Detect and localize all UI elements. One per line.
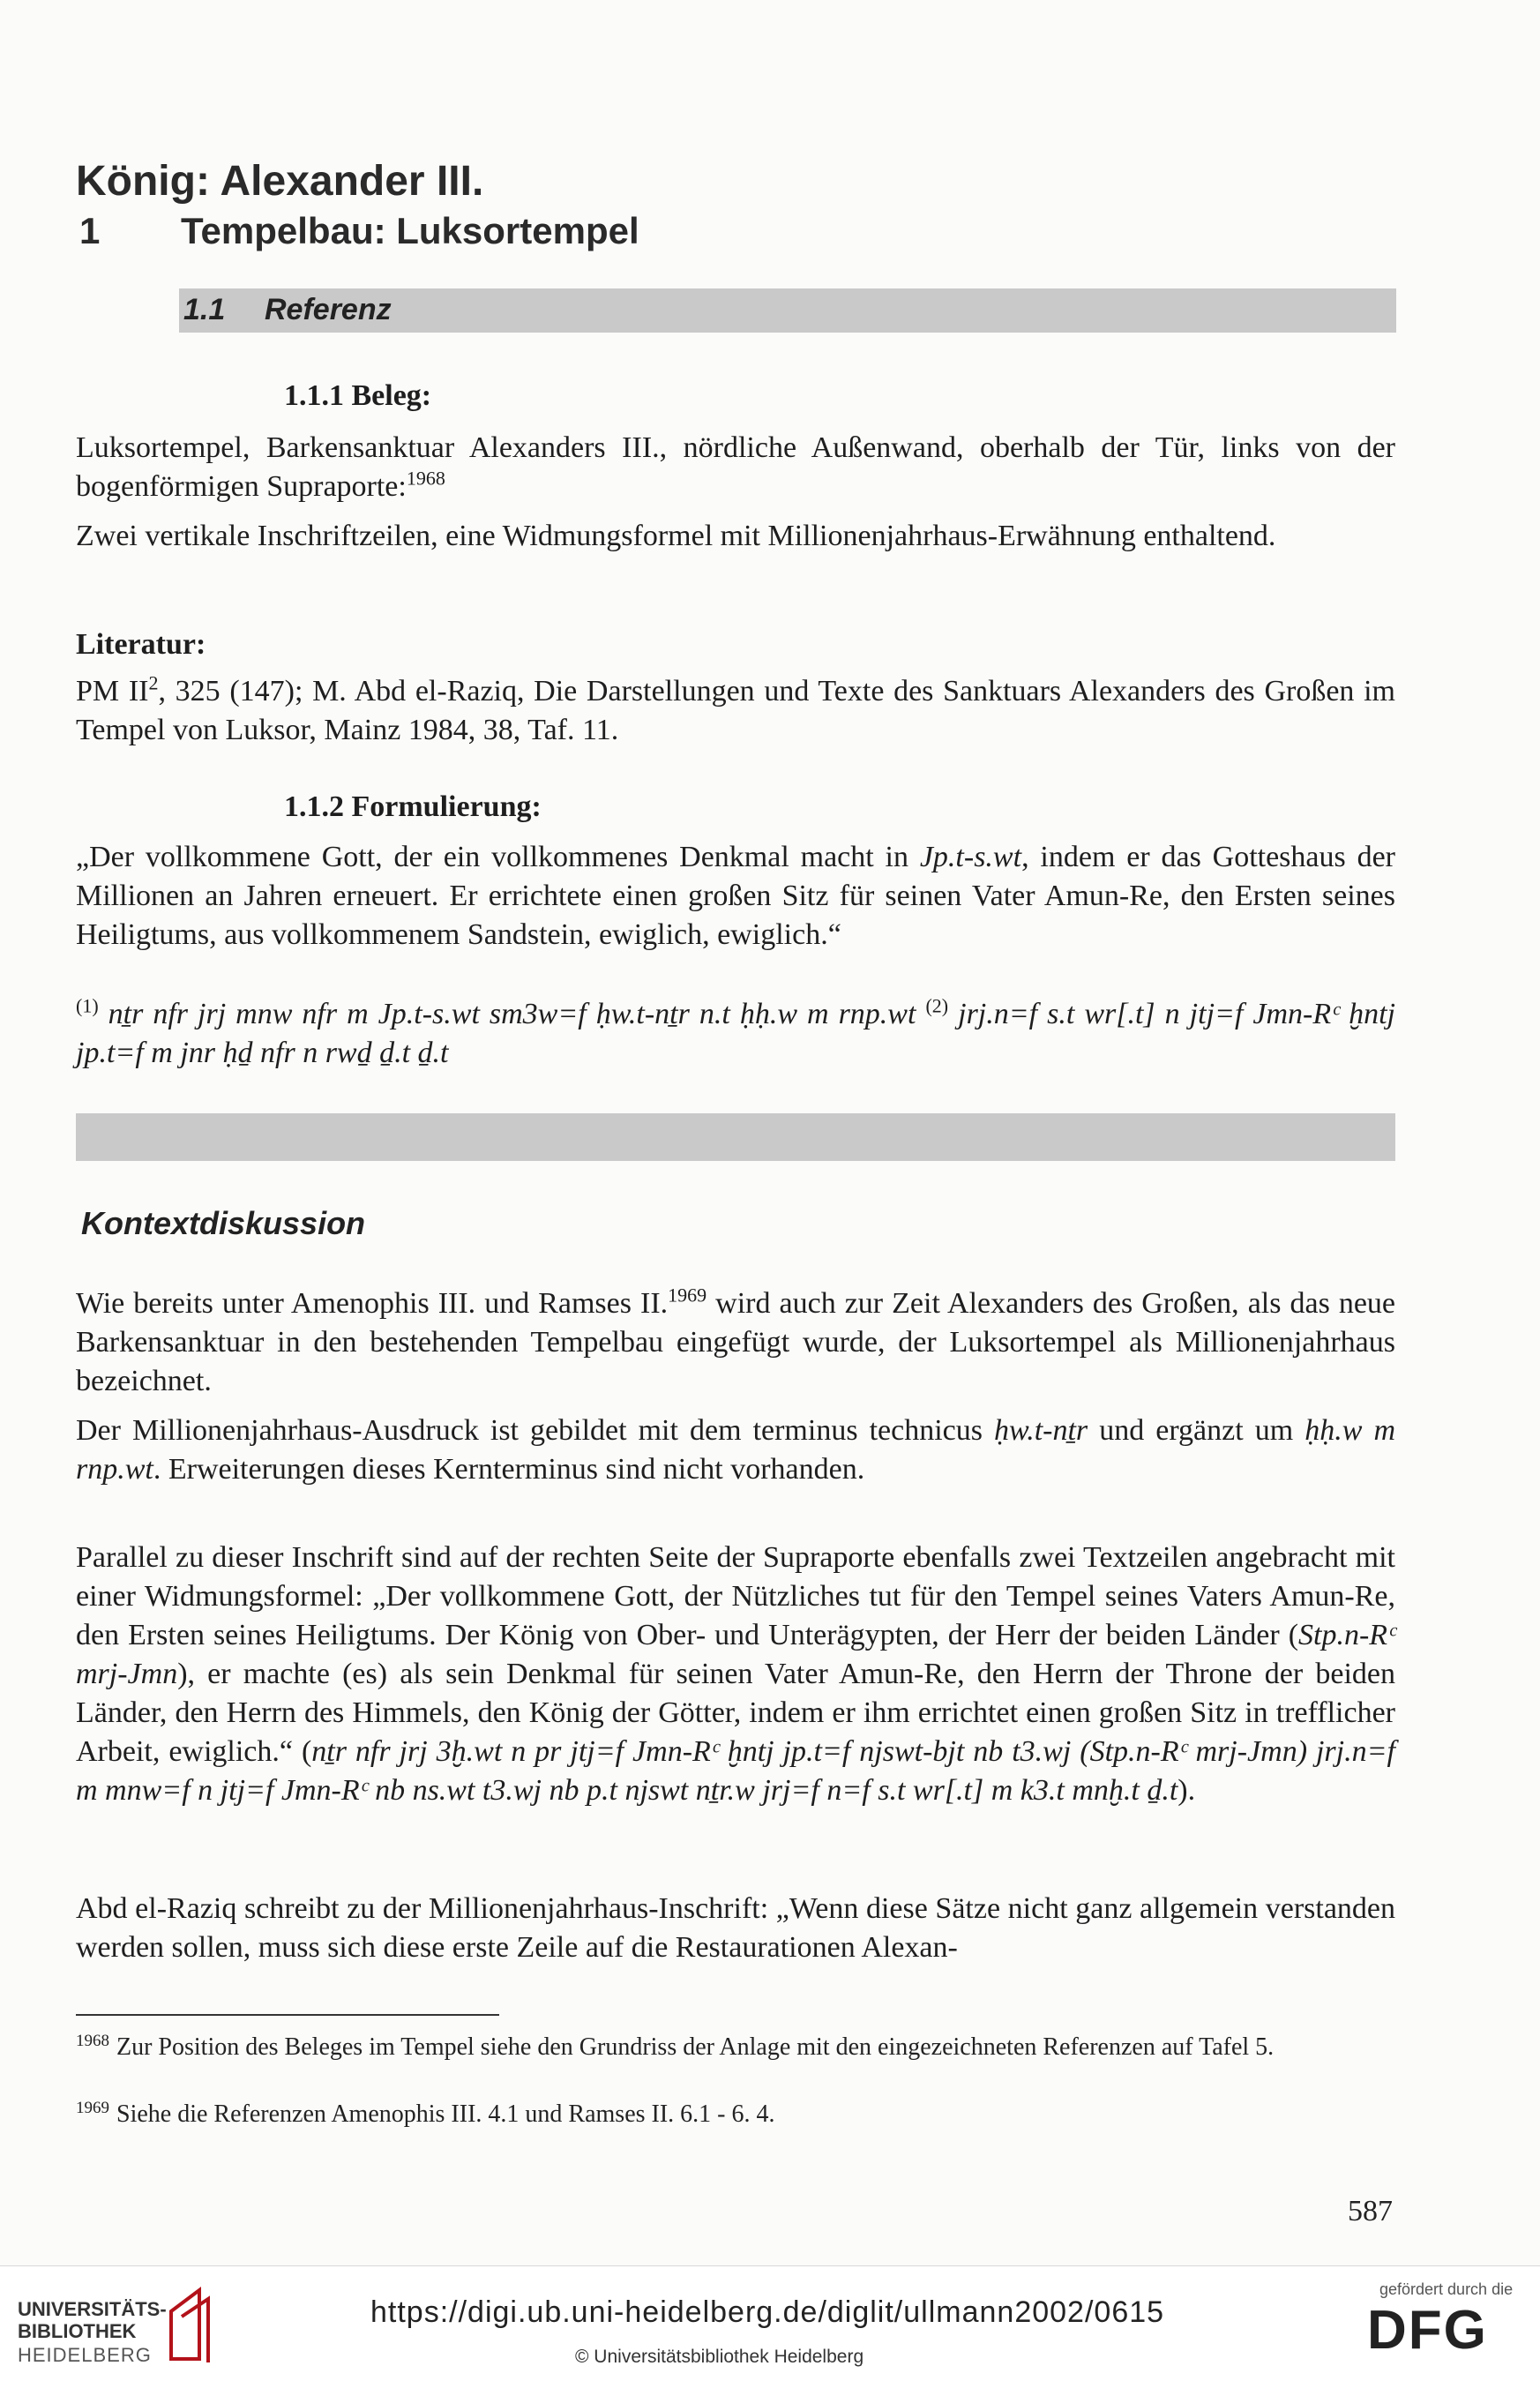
k3-b: ), er machte (es) als sein Denkmal für seinen Vater Amun-Re, den Herrn der Throne der beiden Länder, den Herrn des Himmels, den König der Götter, indem er ihm errichtet einen großen Sitz in trefflicher Arbeit, ewiglich.“ (: [76, 1658, 1395, 1768]
library-line-2: BIBLIOTHEK: [18, 2320, 137, 2342]
referenz-label: Referenz: [265, 293, 392, 326]
chapter-title: König: Alexander III.: [76, 158, 484, 205]
kontext-paragraph-2: [76, 1411, 1395, 1489]
footnote-ref-1969[interactable]: 1969: [668, 1284, 707, 1307]
quote-end: , indem er das Gotteshaus der Millionen an Jahren erneuert. Er errichtete einen großen Sitz für seinen Vater Amun-Re, den Ersten seines Heiligtums, aus vollkommenem Sandstein, ewiglich, ewiglich.“: [76, 841, 1395, 951]
kontext-paragraph-1: [76, 1284, 1395, 1401]
quote-start: „Der vollkommene Gott, der ein vollkommenes Denkmal macht in: [76, 841, 920, 873]
literatur-pm: PM II: [76, 675, 149, 708]
dfg-funding-note: gefördert durch die: [1379, 2280, 1514, 2298]
k2-term-1: ḥw.t-nṯr: [994, 1414, 1088, 1447]
copyright-notice: © Universitätsbibliothek Heidelberg: [575, 2347, 864, 2367]
formulierung-heading: 1.1.2 Formulierung:: [284, 790, 542, 823]
kontext-paragraph-3: [76, 1539, 1395, 1810]
footnote-text: Zur Position des Beleges im Tempel siehe den Grundriss der Anlage mit den eingezeichneten Referenzen auf Tafel 5.: [116, 2033, 1275, 2061]
footnote-text: Siehe die Referenzen Amenophis III. 4.1 und Ramses II. 6.1 - 6. 4.: [116, 2100, 775, 2128]
library-line-1: UNIVERSITÄTS-: [18, 2298, 167, 2320]
k2-term-2: ḥḥ.w m rnp.wt: [76, 1414, 1395, 1486]
dfg-logo[interactable]: DFG: [1367, 2300, 1488, 2361]
k2-b: und ergänzt um: [1088, 1414, 1305, 1447]
beleg-heading: 1.1.1 Beleg:: [284, 379, 432, 412]
permalink-url[interactable]: https://digi.ub.uni-heidelberg.de/diglit/ullmann2002/0615: [370, 2295, 1165, 2329]
section-number: 1: [79, 210, 101, 251]
formulierung-quote: [76, 838, 1395, 955]
beleg-paragraph: [76, 429, 1395, 506]
library-logo-icon[interactable]: [164, 2285, 217, 2364]
footnote-number: 1969: [76, 2098, 109, 2117]
k2-a: Der Millionenjahrhaus-Ausdruck ist gebildet mit dem terminus technicus: [76, 1414, 995, 1447]
kontext-paragraph-4: Abd el-Raziq schreibt zu der Millionenjahrhaus-Inschrift: „Wenn diese Sätze nicht ganz allgemein verstanden werden sollen, muss sich diese erste Zeile auf die Restaurationen Alexan-: [76, 1892, 1395, 1964]
library-city: HEIDELBERG: [18, 2344, 152, 2366]
referenz-number: 1.1: [183, 293, 226, 326]
line-marker-1: (1): [76, 994, 99, 1017]
literatur-heading: Literatur:: [76, 628, 206, 661]
k2-c: . Erweiterungen dieses Kernterminus sind nicht vorhanden.: [153, 1453, 865, 1486]
footnote-ref-1968[interactable]: 1968: [406, 467, 445, 490]
transliteration: [76, 995, 1395, 1073]
k1-end: wird auch zur Zeit Alexanders des Großen, als das neue Barkensanktuar in den bestehenden Tempelbau eingefügt wurde, der Luksortempel als Millionenjahrhaus bezeichnet.: [76, 1287, 1396, 1397]
k3-transliteration: nṯr nfr jrj 3ḫ.wt n pr jtj=f Jmn-Rᶜ ḫntj jp.t=f njswt-bjt nb t3.wj (Stp.n-Rᶜ mrj-Jmn) jrj.n=f m mnw=f n jtj=f Jmn-Rᶜ nb ns.wt t3.wj nb p.t njswt nṯr.w jrj=f n=f s.t wr[.t] m k3.t mnḫ.t ḏ.t: [76, 1735, 1395, 1807]
k1-start: Wie bereits unter Amenophis III. und Ramses II.: [76, 1287, 669, 1320]
k3-royal-name: Stp.n-Rᶜ mrj-Jmn: [76, 1619, 1395, 1690]
page-number: 587: [1348, 2195, 1393, 2228]
literatur-rest: , 325 (147); M. Abd el-Raziq, Die Darstellungen und Texte des Sanktuars Alexanders des Großen im Tempel von Luksor, Mainz 1984, 38, Taf. 11.: [76, 675, 1395, 746]
footnote-1968: [76, 2033, 1395, 2063]
beleg-text: Luksortempel, Barkensanktuar Alexanders III., nördliche Außenwand, oberhalb der Tür, links von der bogenförmigen Supraporte:: [76, 431, 1395, 503]
k3-c: ).: [1177, 1774, 1196, 1807]
transliteration-part-2: jrj.n=f s.t wr[.t] n jtj=f Jmn-Rᶜ ḫntj jp.t=f m jnr ḥḏ nfr n rwḏ ḏ.t ḏ.t: [76, 998, 1395, 1069]
literatur-superscript: 2: [148, 671, 159, 694]
line-marker-2: (2): [925, 994, 949, 1017]
footnote-1969: [76, 2100, 1395, 2130]
transliteration-part-1: nṯr nfr jrj mnw nfr m Jp.t-s.wt sm3w=f ḥw.t-nṯr n.t ḥḥ.w m rnp.wt: [98, 998, 926, 1030]
beleg-description: Zwei vertikale Inschriftzeilen, eine Widmungsformel mit Millionenjahrhaus-Erwähnung enthaltend.: [76, 520, 1276, 552]
library-name: [18, 2298, 167, 2342]
footnote-rule: [76, 2014, 499, 2016]
literatur-text: [76, 672, 1395, 750]
quote-italic: Jp.t-s.wt: [919, 841, 1022, 873]
section-title: Tempelbau: Luksortempel: [181, 210, 639, 251]
footnote-number: 1968: [76, 2031, 109, 2050]
separator-bar: [76, 1113, 1395, 1161]
k3-a: Parallel zu dieser Inschrift sind auf der rechten Seite der Supraporte ebenfalls zwei Textzeilen angebracht mit einer Widmungsformel: „Der vollkommene Gott, der Nützliches tut für den Tempel seines Vaters Amun-Re, den Ersten seines Heiligtums. Der König von Ober- und Unterägypten, der Herr der beiden Länder (: [76, 1541, 1395, 1651]
kontext-heading: Kontextdiskussion: [81, 1205, 366, 1241]
